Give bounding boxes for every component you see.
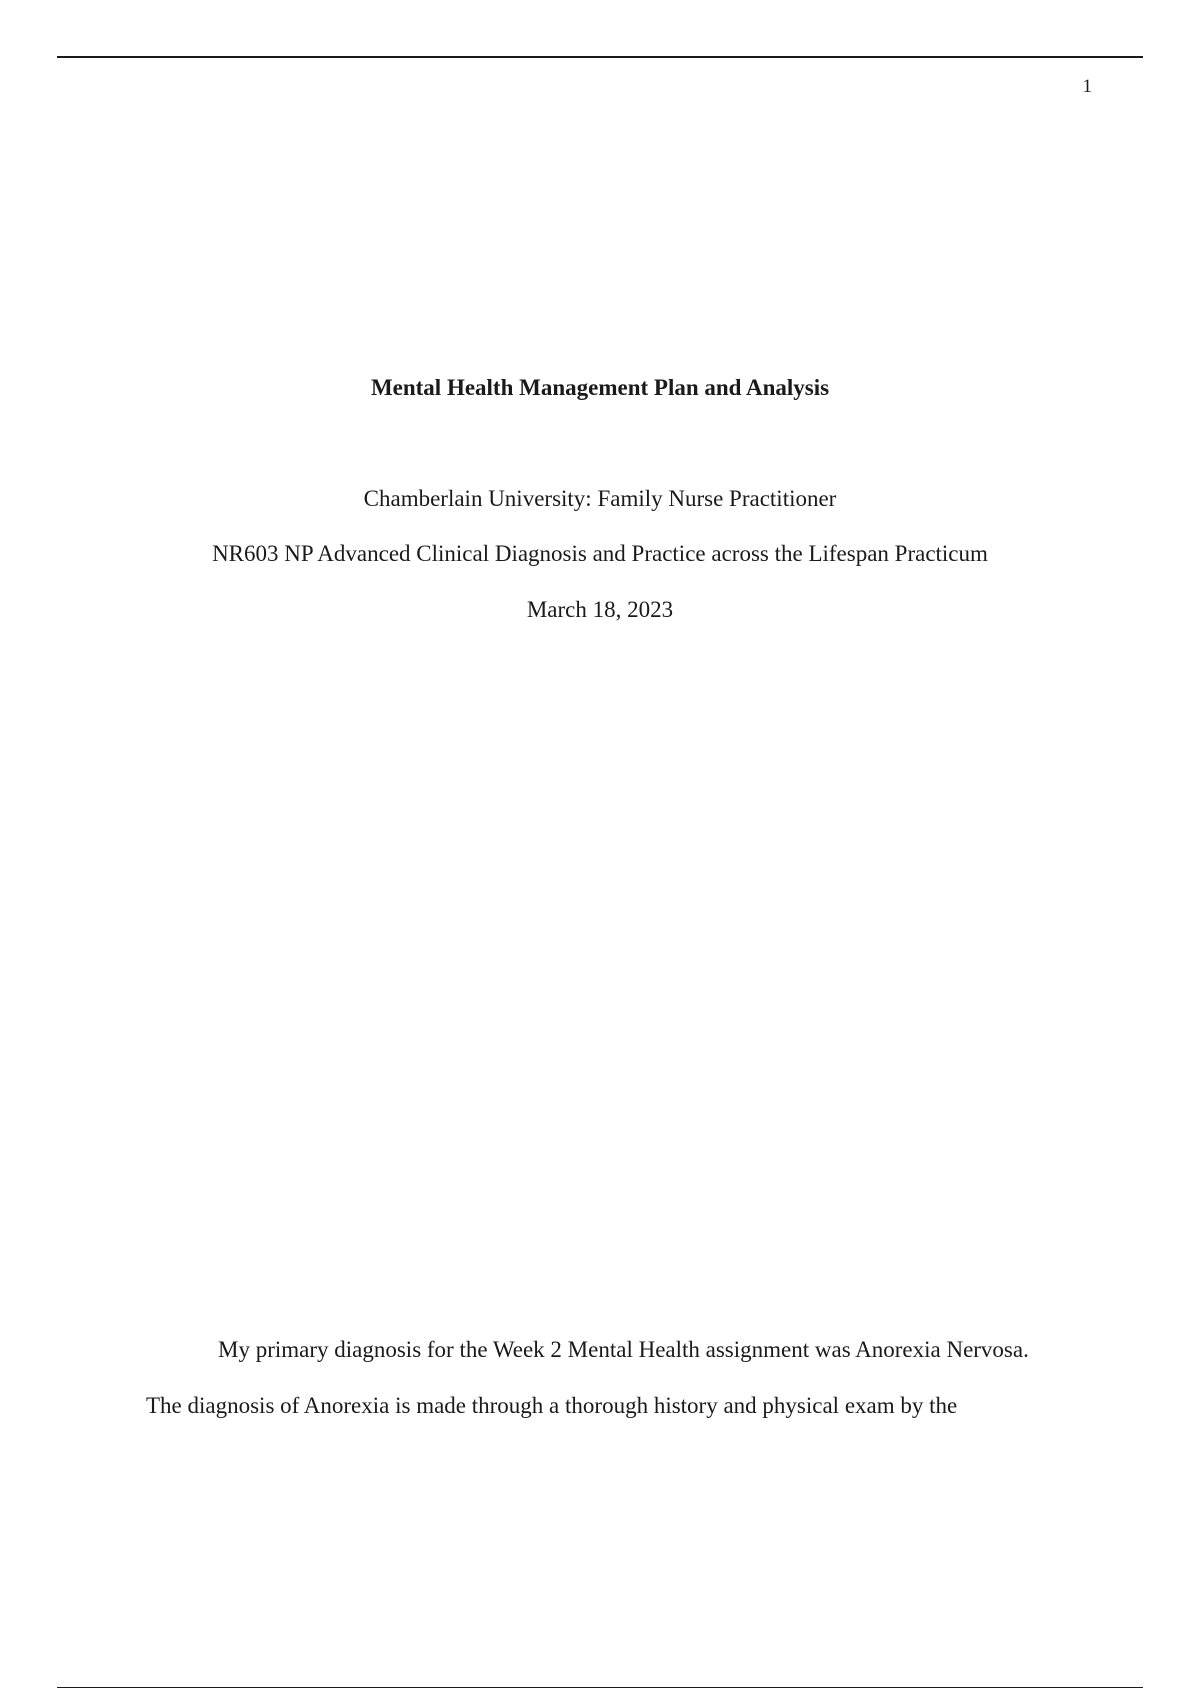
body-paragraph-line: My primary diagnosis for the Week 2 Mental Health assignment was Anorexia Nervosa.: [218, 1337, 1029, 1362]
page-number: 1: [1082, 76, 1092, 97]
document-title: Mental Health Management Plan and Analysis: [370, 375, 830, 400]
body-paragraph-line: The diagnosis of Anorexia is made through a thorough history and physical exam by the: [146, 1393, 958, 1418]
bottom-rule: [57, 1687, 1143, 1688]
date-line: March 18, 2023: [526, 597, 674, 622]
institution-line: Chamberlain University: Family Nurse Practitioner: [363, 486, 837, 511]
course-line: NR603 NP Advanced Clinical Diagnosis and Practice across the Lifespan Practicum: [212, 541, 988, 566]
top-rule: [57, 56, 1143, 58]
